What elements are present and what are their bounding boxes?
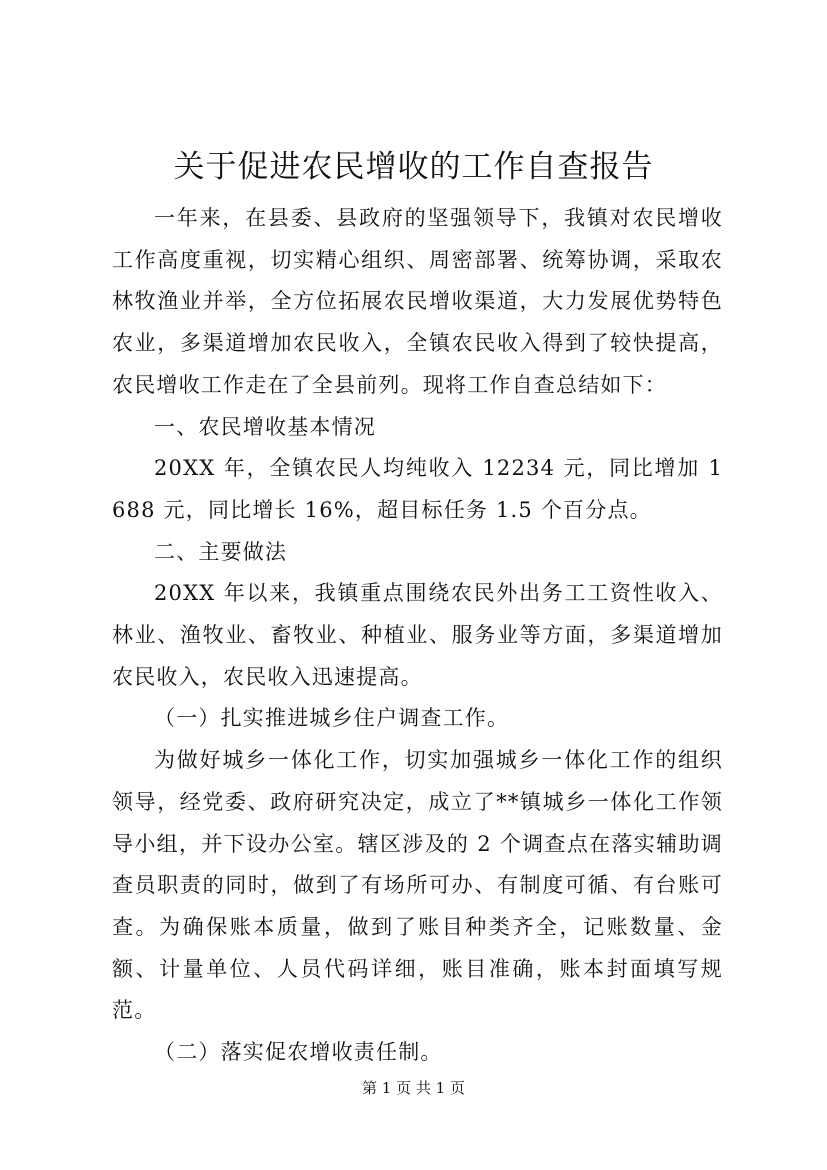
paragraph-intro: 一年来，在县委、县政府的坚强领导下，我镇对农民增收工作高度重视，切实精心组织、周密部署、统筹协调，采取农林牧渔业并举，全方位拓展农民增收渠道，大力发展优势特色农业，多渠道增加农民收入，全镇农民收入得到了较快提高，农民增收工作走在了全县前列。现将工作自查总结如下： xyxy=(112,206,723,397)
section-heading-1: 一、农民增收基本情况 xyxy=(154,414,376,439)
paragraph-survey-work: 为做好城乡一体化工作，切实加强城乡一体化工作的组织领导，经党委、政府研究决定，成立了**镇城乡一体化工作领导小组，并下设办公室。辖区涉及的 2 个调查点在落实辅助调查员职责的同时，做到了有场所可办、有制度可循、有台账可查。为确保账本质量，做到了账目种类齐全，记账数量、金额、计量单位、人员代码详细，账目准确，账本封面填写规范。 xyxy=(112,748,723,1023)
subsection-heading-2: （二）落实促农增收责任制。 xyxy=(154,1040,443,1065)
document-body xyxy=(112,198,723,1074)
subsection-heading-1: （一）扎实推进城乡住户调查工作。 xyxy=(154,706,510,731)
paragraph-main-approach: 20XX 年以来，我镇重点围绕农民外出务工工资性收入、林业、渔牧业、畜牧业、种植业、服务业等方面，多渠道增加农民收入，农民收入迅速提高。 xyxy=(112,581,723,689)
document-title: 关于促进农民增收的工作自查报告 xyxy=(173,149,654,185)
section-heading-2: 二、主要做法 xyxy=(154,539,288,564)
paragraph-income-stats: 20XX 年，全镇农民人均纯收入 12234 元，同比增加 1688 元，同比增长 16%，超目标任务 1.5 个百分点。 xyxy=(112,456,723,522)
page-footer: 第 1 页 共 1 页 xyxy=(362,1079,465,1097)
